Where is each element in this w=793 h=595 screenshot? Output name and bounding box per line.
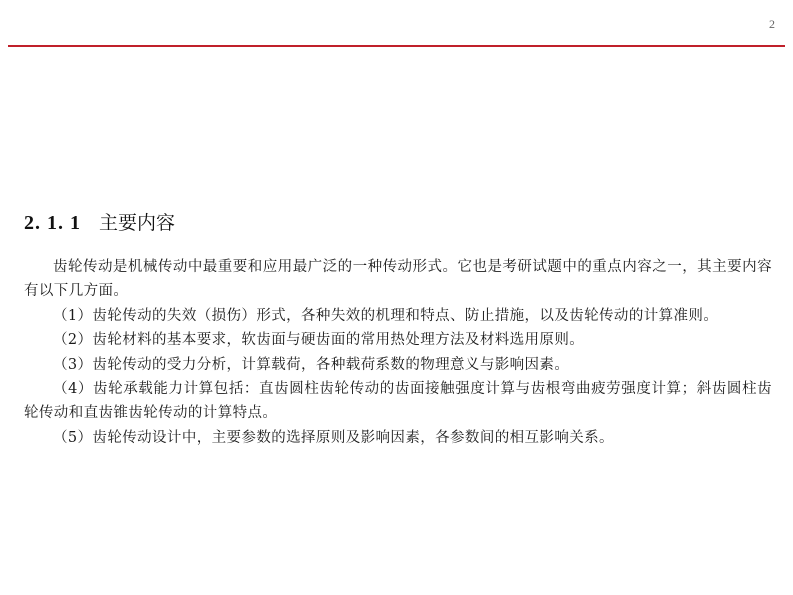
section-number: 2. 1. 1: [24, 212, 81, 234]
list-item: （5）齿轮传动设计中，主要参数的选择原则及影响因素，各参数间的相互影响关系。: [53, 429, 614, 446]
list-item: （1）齿轮传动的失效（损伤）形式，各种失效的机理和特点、防止措施，以及齿轮传动的计算准则。: [53, 307, 719, 324]
list-item: （4）齿轮承载能力计算包括：直齿圆柱齿轮传动的齿面接触强度计算与齿根弯曲疲劳强度计算；斜齿圆柱齿轮传动和直齿锥齿轮传动的计算特点。: [24, 381, 772, 422]
intro-paragraph: 齿轮传动是机械传动中最重要和应用最广泛的一种传动形式。它也是考研试题中的重点内容之一，其主要内容有以下几方面。: [24, 259, 772, 300]
page-number: 2: [769, 17, 775, 31]
header-divider: [8, 45, 785, 47]
section-title: 主要内容: [99, 212, 176, 234]
list-item: （2）齿轮材料的基本要求，软齿面与硬齿面的常用热处理方法及材料选用原则。: [53, 332, 585, 349]
list-item: （3）齿轮传动的受力分析，计算载荷，各种载荷系数的物理意义与影响因素。: [53, 356, 570, 373]
section-body: [24, 255, 772, 450]
section-heading: [24, 208, 175, 235]
